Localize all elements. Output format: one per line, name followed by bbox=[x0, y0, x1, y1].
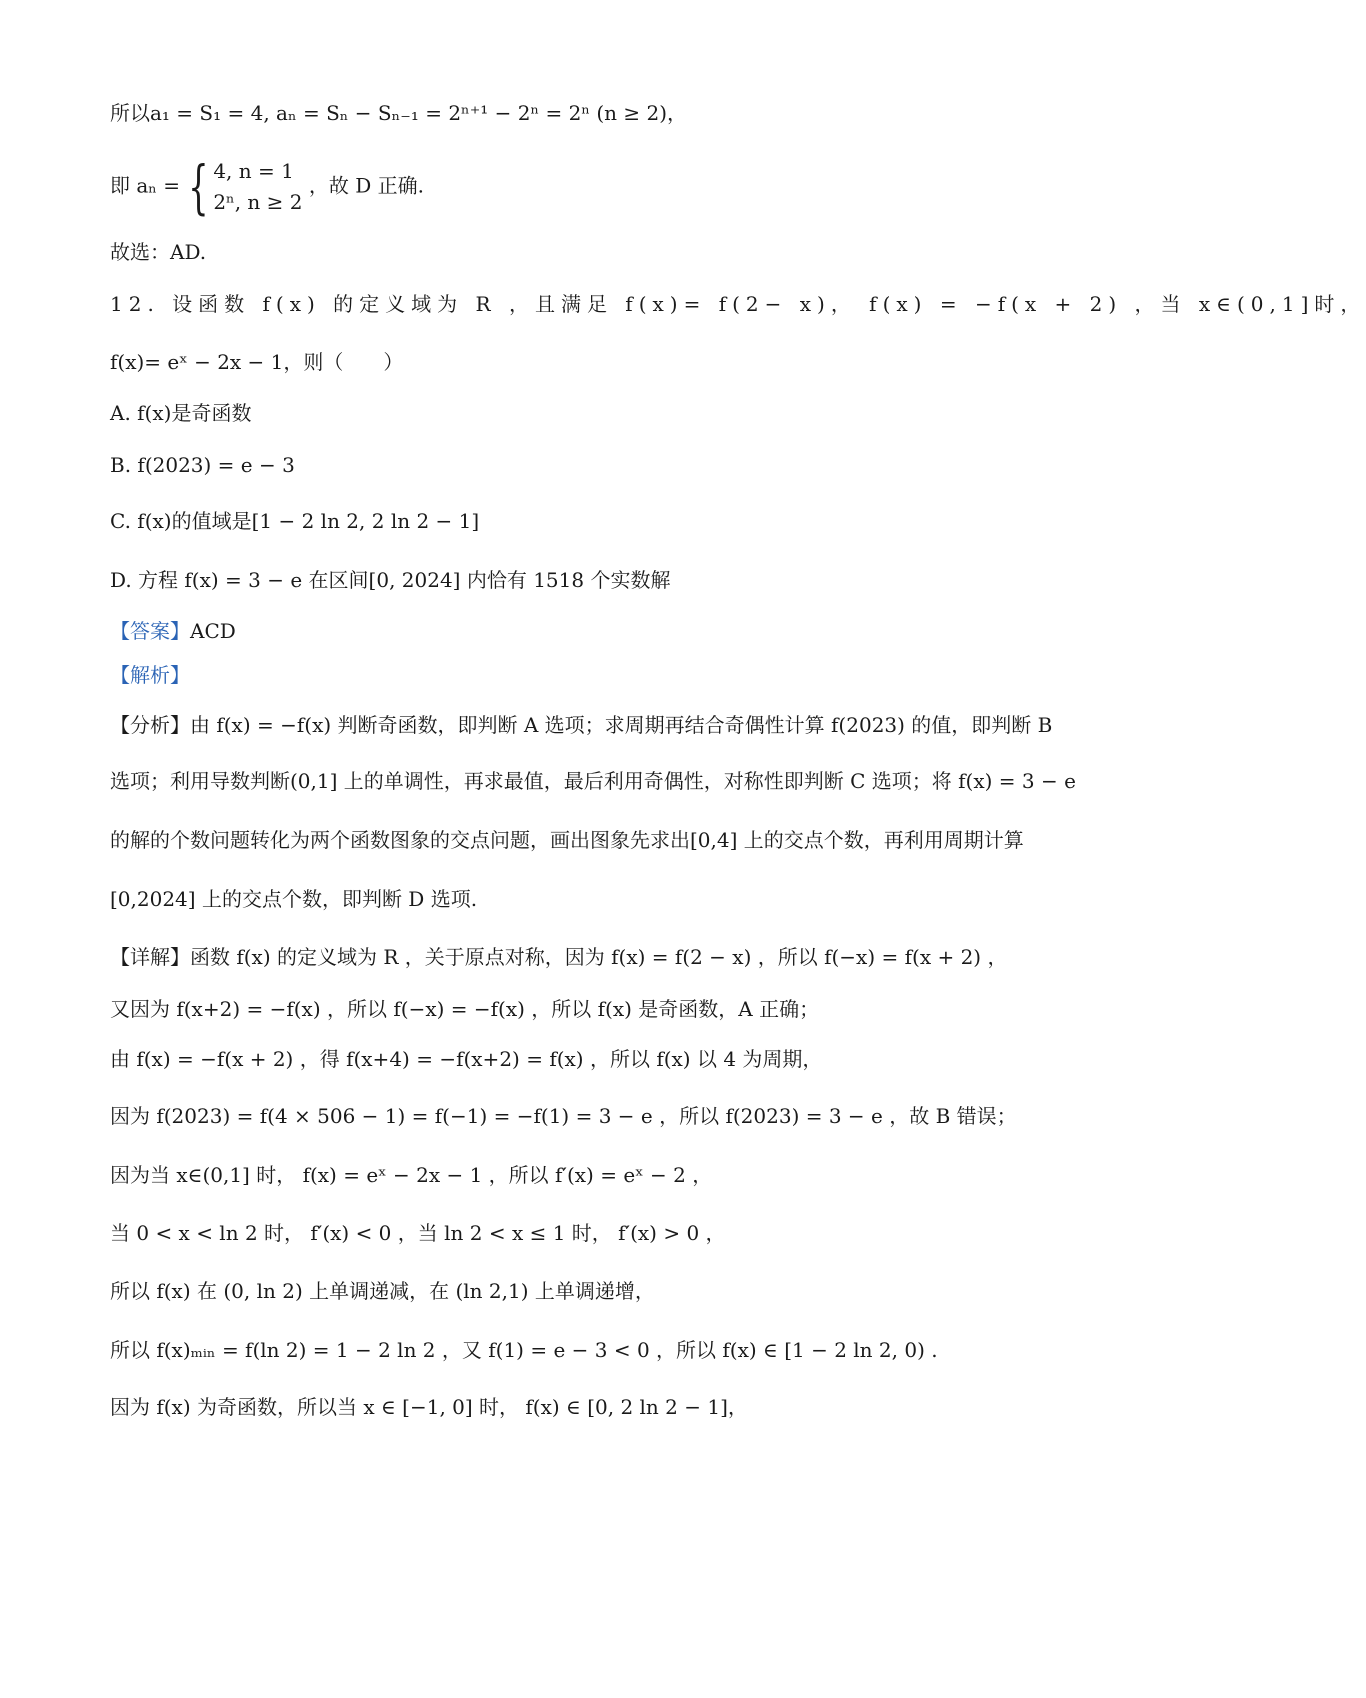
question-12-line-1: 12. 设函数 f(x) 的定义域为 R ，且满足 f(x)= f(2− x)， f(x) = −f(x + 2) ，当 x∈(0,1]时， bbox=[110, 292, 1366, 316]
text-line-3: 故选：AD. bbox=[110, 240, 207, 264]
option-c: C. f(x)的值域是[1 − 2 ln 2, 2 ln 2 − 1] bbox=[110, 509, 480, 533]
answer-line bbox=[110, 616, 236, 646]
xiangjie-line-9: 因为 f(x) 为奇函数，所以当 x ∈ [−1, 0] 时， f(x) ∈ [0, 2 ln 2 − 1]， bbox=[110, 1395, 748, 1419]
case-1: 4, n = 1 bbox=[213, 159, 294, 183]
answer-tag: 【答案】 bbox=[110, 619, 190, 643]
xiangjie-line-6: 当 0 < x < ln 2 时， f′(x) < 0 ，当 ln 2 < x ≤ 1 时， f′(x) > 0 ， bbox=[110, 1221, 726, 1245]
xiangjie-line-2: 又因为 f(x+2) = −f(x) ，所以 f(−x) = −f(x) ，所以 f(x) 是奇函数，A 正确； bbox=[110, 997, 820, 1021]
fenxi-line-4: [0,2024] 上的交点个数，即判断 D 选项. bbox=[110, 887, 478, 911]
fenxi-line-3: 的解的个数问题转化为两个函数图象的交点问题，画出图象先求出[0,4] 上的交点个数，再利用周期计算 bbox=[110, 828, 1024, 852]
fenxi-line-2: 选项；利用导数判断(0,1] 上的单调性，再求最值，最后利用奇偶性，对称性即判断 C 选项；将 f(x) = 3 − e bbox=[110, 769, 1076, 793]
question-12-line-2: f(x)= eˣ − 2x − 1，则（ ） bbox=[110, 350, 404, 374]
piecewise-definition bbox=[186, 153, 303, 221]
piecewise-cases bbox=[213, 156, 302, 218]
fenxi-line-1: 【分析】由 f(x) = −f(x) 判断奇函数，即判断 A 选项；求周期再结合奇偶性计算 f(2023) 的值，即判断 B bbox=[110, 713, 1053, 737]
case-2: 2ⁿ, n ≥ 2 bbox=[213, 190, 303, 214]
xiangjie-line-7: 所以 f(x) 在 (0, ln 2) 上单调递减，在 (ln 2,1) 上单调递增， bbox=[110, 1279, 655, 1303]
option-d: D. 方程 f(x) = 3 − e 在区间[0, 2024] 内恰有 1518 个实数解 bbox=[110, 568, 671, 592]
text-line-2 bbox=[110, 153, 424, 221]
xiangjie-line-1: 【详解】函数 f(x) 的定义域为 R ，关于原点对称，因为 f(x) = f(2 − x) ，所以 f(−x) = f(x + 2) ， bbox=[110, 945, 1008, 969]
xiangjie-line-3: 由 f(x) = −f(x + 2) ，得 f(x+4) = −f(x+2) = f(x) ，所以 f(x) 以 4 为周期， bbox=[110, 1047, 823, 1071]
left-brace-icon: { bbox=[188, 153, 210, 221]
analysis-heading bbox=[110, 660, 190, 690]
text-line-1: 所以a₁ = S₁ = 4, aₙ = Sₙ − Sₙ₋₁ = 2ⁿ⁺¹ − 2ⁿ = 2ⁿ (n ≥ 2)， bbox=[110, 101, 688, 125]
answer-value: ACD bbox=[190, 619, 236, 643]
line-2-suffix: ，故 D 正确. bbox=[308, 173, 424, 198]
option-a: A. f(x)是奇函数 bbox=[110, 401, 252, 425]
line-2-prefix: 即 aₙ = bbox=[110, 173, 181, 198]
xiangjie-line-4: 因为 f(2023) = f(4 × 506 − 1) = f(−1) = −f(1) = 3 − e ，所以 f(2023) = 3 − e ，故 B 错误； bbox=[110, 1104, 1017, 1128]
xiangjie-line-8: 所以 f(x)ₘᵢₙ = f(ln 2) = 1 − 2 ln 2 ，又 f(1) = e − 3 < 0 ，所以 f(x) ∈ [1 − 2 ln 2, 0) . bbox=[110, 1338, 938, 1362]
xiangjie-line-5: 因为当 x∈(0,1] 时， f(x) = eˣ − 2x − 1 ，所以 f′(x) = eˣ − 2 ， bbox=[110, 1163, 713, 1187]
option-b: B. f(2023) = e − 3 bbox=[110, 453, 295, 477]
analysis-tag: 【解析】 bbox=[110, 663, 190, 687]
